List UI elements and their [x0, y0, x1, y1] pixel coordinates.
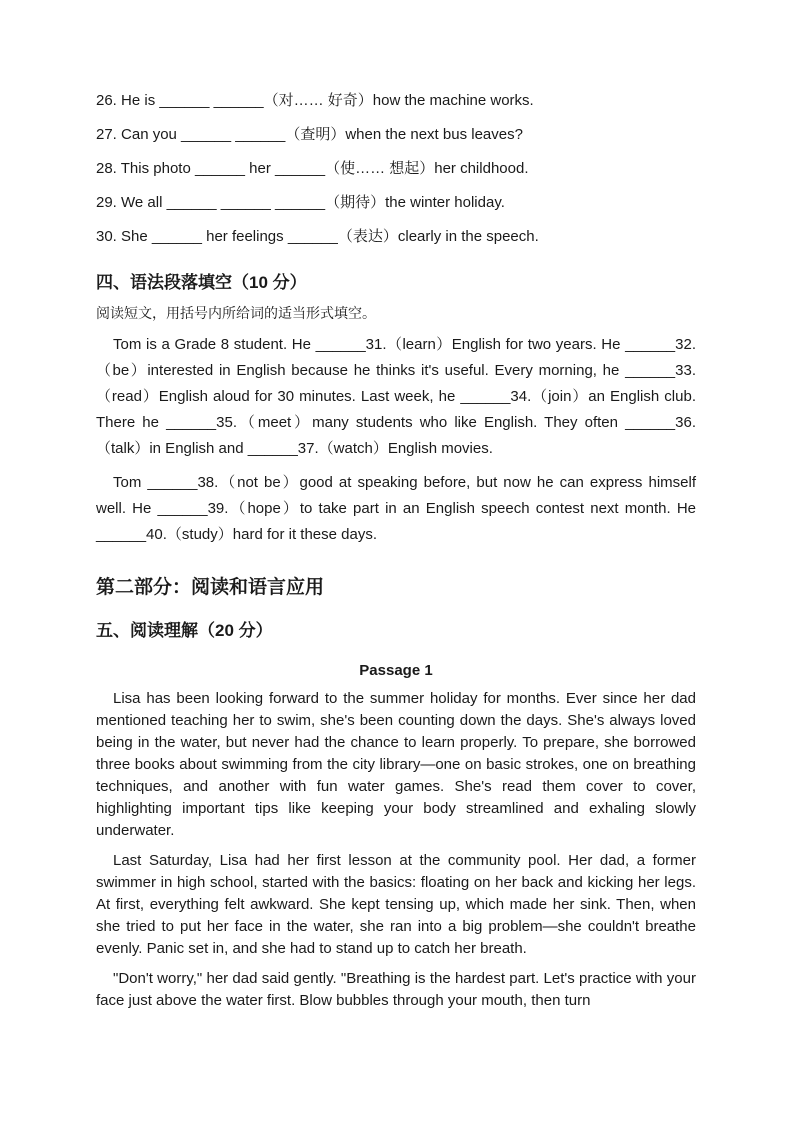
reading-paragraph-1: Lisa has been looking forward to the summer holiday for months. Ever since her dad mentioned teaching her to swim, she's been counting down the days. She's always loved being in the water, but never had the chance to learn properly. To prepare, she borrowed three books about swimming from the city library—one on basic strokes, one on breathing techniques, and another with fun water games. She's read them cover to cover, highlighting important tips like keeping your body streamlined and exhaling slowly underwater. — [96, 690, 696, 839]
section-5-title: 五、阅读理解（20 分） — [96, 621, 273, 640]
grammar-paragraph-2: Tom ______38.（not be）good at speaking before, but now he can express himself well. He ______39.（hope）to take part in an English speech contest next month. He ______40.（study）hard for it these days. — [96, 474, 696, 543]
part-2-title: 第二部分：阅读和语言应用 — [96, 577, 325, 598]
document-page — [96, 90, 696, 1020]
question-30: 30. She ______ her feelings ______（表达）clearly in the speech. — [96, 228, 539, 245]
reading-paragraph-3: "Don't worry," her dad said gently. "Breathing is the hardest part. Let's practice with your face just above the water first. Blow bubbles through your mouth, then turn — [96, 970, 696, 1009]
sentence-completion-questions — [96, 90, 696, 260]
question-27: 27. Can you ______ ______（查明）when the next bus leaves? — [96, 126, 523, 143]
question-26: 26. He is ______ ______（对…… 好奇）how the machine works. — [96, 92, 534, 109]
question-28: 28. This photo ______ her ______（使…… 想起）her childhood. — [96, 160, 529, 177]
passage-title: Passage 1 — [359, 662, 433, 679]
section-4-title: 四、语法段落填空（10 分） — [96, 273, 307, 292]
question-29: 29. We all ______ ______ ______（期待）the winter holiday. — [96, 194, 505, 211]
reading-paragraph-2: Last Saturday, Lisa had her first lesson at the community pool. Her dad, a former swimmer in high school, started with the basics: floating on her back and kicking her legs. At first, everything felt awkward. She kept tensing up, which made her sink. Then, when she tried to put her face in the water, she ran into a big problem—she couldn't breathe evenly. Panic set in, and she had to stand up to catch her breath. — [96, 852, 696, 957]
grammar-paragraph-1: Tom is a Grade 8 student. He ______31.（learn）English for two years. He ______32.（be）interested in English because he thinks it's useful. Every morning, he ______33.（read）English aloud for 30 minutes. Last week, he ______34.（join）an English club. There he ______35.（meet）many students who like English. They often ______36.（talk）in English and ______37.（watch）English movies. — [96, 336, 696, 457]
section-4-instruction: 阅读短文，用括号内所给词的适当形式填空。 — [96, 305, 376, 321]
